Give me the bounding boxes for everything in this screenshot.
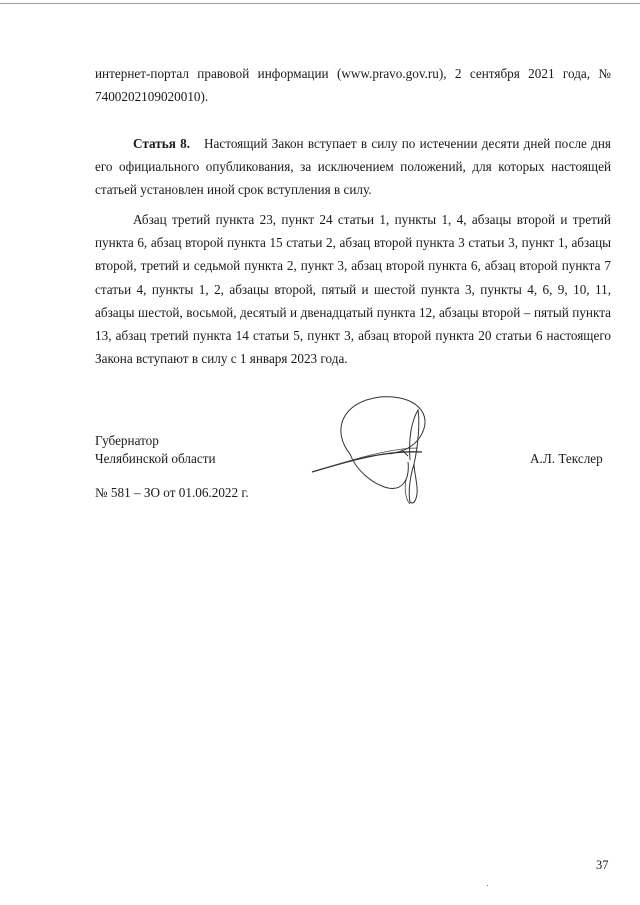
previous-paragraph-tail	[95, 62, 611, 108]
handwritten-signature-icon	[310, 392, 440, 512]
governor-title-line2: Челябинской области	[95, 451, 216, 466]
scan-speck	[487, 885, 488, 886]
signer-name: А.Л. Текслер	[530, 451, 603, 466]
top-border-line	[0, 3, 640, 4]
governor-title	[95, 432, 216, 468]
article-8-text	[95, 132, 611, 202]
tail-paragraph-text: интернет-портал правовой информации (www.pravo.gov.ru), 2 сентября 2021 года, № 7400202109020010).	[95, 66, 611, 105]
effective-dates-text: Абзац третий пункта 23, пункт 24 статьи 1, пункты 1, 4, абзацы второй и третий пункта 6, абзац второй пункта 15 статьи 2, абзац второй пункта 3 статьи 3, пункт 1, абзацы второй, третий и седьмой пункта 2, пункт 3, абзац второй пункта 6, абзац второй пункта 7 статьи 4, пункты 1, 2, абзацы второй, пятый и шестой пункта 3, пункты 4, 6, 9, 10, 11, абзацы шестой, восьмой, десятый и двенадцатый пункта 12, абзацы второй – пятый пункта 13, абзац третий пункта 14 статьи 5, пункт 3, абзац второй пункта 20 статьи 6 настоящего Закона вступают в силу с 1 января 2023 года.	[95, 212, 611, 367]
law-number: № 581 – ЗО от 01.06.2022 г.	[95, 485, 249, 500]
article-body: Настоящий Закон вступает в силу по истечении десяти дней после дня его официального опубликования, за исключением положений, для которых настоящей статьей установлен иной срок вступления в силу.	[95, 136, 611, 198]
effective-dates-paragraph	[95, 208, 611, 370]
governor-title-line1: Губернатор	[95, 433, 159, 448]
article-heading: Статья 8.	[133, 136, 190, 151]
page-number: 37	[596, 858, 609, 872]
article-8-paragraph	[95, 132, 611, 202]
